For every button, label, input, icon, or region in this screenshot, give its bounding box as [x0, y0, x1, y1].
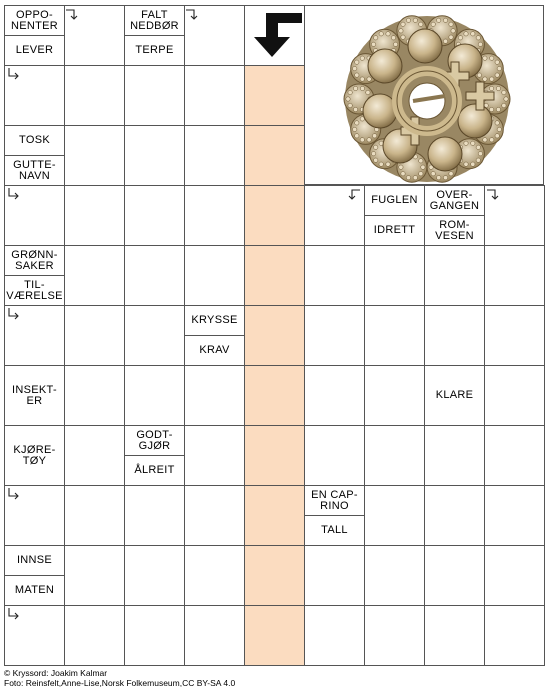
answer-cell[interactable] — [244, 245, 305, 306]
credit-crossword: © Kryssord: Joakim Kalmar — [4, 668, 108, 678]
clue-c14: ÅLREIT — [124, 455, 185, 486]
answer-cell[interactable] — [184, 125, 245, 186]
answer-cell[interactable] — [244, 485, 305, 546]
answer-cell[interactable] — [304, 425, 365, 486]
answer-cell[interactable] — [484, 245, 545, 306]
answer-cell[interactable] — [424, 425, 485, 486]
answer-cell[interactable] — [424, 245, 485, 306]
clue-c16: IDRETT — [364, 215, 425, 246]
clue-c4: TERPE — [124, 35, 185, 66]
clue-c22: INNSE — [4, 545, 65, 576]
answer-cell[interactable] — [124, 605, 185, 666]
answer-cell[interactable] — [424, 485, 485, 546]
answer-cell[interactable] — [184, 485, 245, 546]
answer-cell[interactable] — [124, 125, 185, 186]
answer-cell[interactable] — [364, 245, 425, 306]
answer-cell[interactable] — [124, 545, 185, 606]
answer-cell[interactable] — [424, 545, 485, 606]
arrow-down-right-icon — [6, 187, 20, 201]
clue-c15: FUGLEN — [364, 185, 425, 216]
answer-cell[interactable] — [484, 545, 545, 606]
answer-cell[interactable] — [364, 425, 425, 486]
answer-cell[interactable] — [484, 605, 545, 666]
answer-cell[interactable] — [364, 605, 425, 666]
credit-photo: Foto: Reinsfelt,Anne-Lise,Norsk Folkemuseum,CC BY-SA 4.0 — [4, 678, 236, 688]
answer-cell[interactable] — [364, 545, 425, 606]
clue-c23: MATEN — [4, 575, 65, 606]
answer-cell[interactable] — [244, 425, 305, 486]
answer-cell[interactable] — [304, 305, 365, 366]
answer-cell[interactable] — [184, 545, 245, 606]
answer-cell[interactable] — [484, 365, 545, 426]
answer-cell[interactable] — [364, 365, 425, 426]
answer-cell[interactable] — [124, 485, 185, 546]
clue-c8: TIL- VÆRELSE — [4, 275, 65, 306]
answer-cell[interactable] — [244, 365, 305, 426]
answer-cell[interactable] — [484, 485, 545, 546]
answer-cell[interactable] — [244, 65, 305, 126]
answer-cell[interactable] — [424, 305, 485, 366]
answer-cell[interactable] — [124, 365, 185, 426]
answer-cell[interactable] — [124, 245, 185, 306]
clue-c3: FALT NEDBØR — [124, 5, 185, 36]
arrow-left-down-icon — [347, 187, 361, 201]
arrow-down-right-icon — [6, 67, 20, 81]
answer-cell[interactable] — [484, 425, 545, 486]
answer-cell[interactable] — [64, 185, 125, 246]
arrow-down-right-icon — [6, 487, 20, 501]
big-down-arrow-icon — [244, 5, 304, 65]
arrow-right-down-icon — [65, 7, 79, 21]
answer-cell[interactable] — [124, 185, 185, 246]
clue-c12: KJØRE- TØY — [4, 425, 65, 486]
answer-cell[interactable] — [124, 65, 185, 126]
arrow-down-right-icon — [6, 307, 20, 321]
arrow-right-down-icon — [486, 187, 500, 201]
answer-cell[interactable] — [184, 65, 245, 126]
brooch-image — [305, 6, 544, 185]
credits — [4, 668, 235, 688]
answer-cell[interactable] — [424, 605, 485, 666]
answer-cell[interactable] — [244, 545, 305, 606]
answer-cell[interactable] — [64, 65, 125, 126]
answer-cell[interactable] — [184, 185, 245, 246]
answer-cell[interactable] — [64, 425, 125, 486]
answer-cell[interactable] — [64, 245, 125, 306]
answer-cell[interactable] — [304, 365, 365, 426]
arrow-down-right-icon — [6, 607, 20, 621]
answer-cell[interactable] — [244, 305, 305, 366]
answer-cell[interactable] — [184, 425, 245, 486]
answer-cell[interactable] — [244, 185, 305, 246]
answer-cell[interactable] — [124, 305, 185, 366]
answer-cell[interactable] — [364, 485, 425, 546]
clue-c1: OPPO- NENTER — [4, 5, 65, 36]
clue-c11: INSEKT- ER — [4, 365, 65, 426]
answer-cell[interactable] — [64, 365, 125, 426]
answer-cell[interactable] — [304, 545, 365, 606]
answer-cell[interactable] — [184, 605, 245, 666]
answer-cell[interactable] — [484, 305, 545, 366]
arrow-right-down-icon — [185, 7, 199, 21]
brooch-photo — [304, 5, 544, 185]
answer-cell[interactable] — [244, 125, 305, 186]
clue-c9: KRYSSE — [184, 305, 245, 336]
crossword-grid — [4, 5, 544, 665]
answer-cell[interactable] — [64, 545, 125, 606]
clue-c21: TALL — [304, 515, 365, 546]
clue-c17: OVER- GANGEN — [424, 185, 485, 216]
clue-c20: EN CAP- RINO — [304, 485, 365, 516]
clue-c6: GUTTE- NAVN — [4, 155, 65, 186]
answer-cell[interactable] — [184, 245, 245, 306]
clue-c2: LEVER — [4, 35, 65, 66]
clue-c10: KRAV — [184, 335, 245, 366]
clue-c5: TOSK — [4, 125, 65, 156]
answer-cell[interactable] — [364, 305, 425, 366]
clue-c19: KLARE — [424, 365, 485, 426]
clue-c7: GRØNN- SAKER — [4, 245, 65, 276]
clue-c18: ROM- VESEN — [424, 215, 485, 246]
answer-cell[interactable] — [184, 365, 245, 426]
answer-cell[interactable] — [64, 605, 125, 666]
answer-cell[interactable] — [244, 605, 305, 666]
answer-cell[interactable] — [304, 245, 365, 306]
answer-cell[interactable] — [64, 485, 125, 546]
answer-cell[interactable] — [304, 605, 365, 666]
answer-cell[interactable] — [64, 305, 125, 366]
clue-c13: GODT- GJØR — [124, 425, 185, 456]
answer-cell[interactable] — [64, 125, 125, 186]
